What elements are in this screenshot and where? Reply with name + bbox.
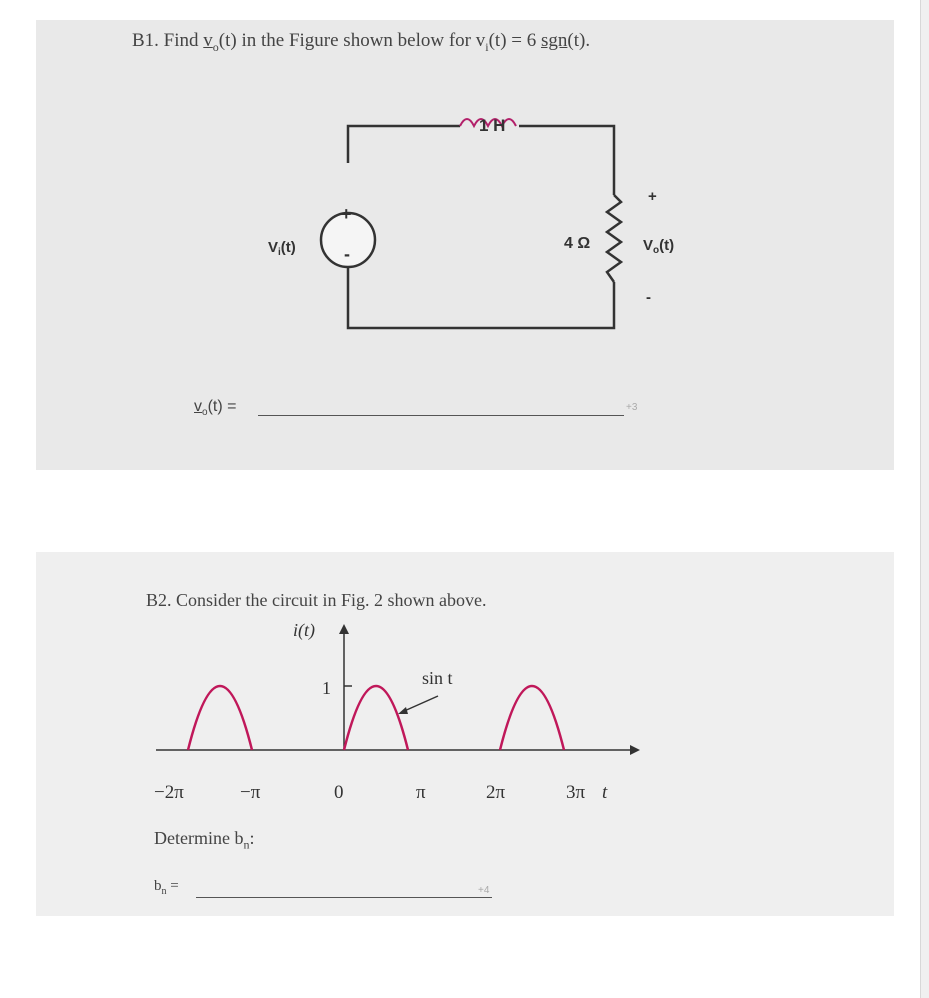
source-plus: + (341, 204, 352, 224)
resistor-symbol (607, 195, 621, 282)
sin-arrow (402, 696, 438, 712)
b2-determine-text: Determine $b_n$: (154, 828, 255, 852)
wire-left-top (348, 126, 460, 163)
b1-mark: +3 (626, 402, 638, 413)
wire-bottom (348, 267, 614, 328)
tick-3pi: 3π (566, 782, 586, 803)
tick-pi: π (416, 782, 426, 803)
tick-minus-pi: −π (240, 782, 261, 803)
circuit-diagram (36, 20, 894, 470)
sin-label: sin t (422, 668, 453, 688)
problem-b2-statement: B2. Consider the circuit in Fig. 2 shown above. (146, 590, 487, 610)
t-label: t (602, 782, 608, 803)
output-minus: - (646, 289, 651, 306)
scrollbar[interactable] (920, 0, 929, 998)
arch-minus-2pi (188, 686, 252, 750)
arch-2pi (500, 686, 564, 750)
b2-mark: +4 (478, 885, 490, 896)
t-axis-arrow (630, 745, 640, 755)
output-plus: + (648, 188, 657, 205)
problem-b2-card (36, 552, 894, 916)
tick-minus-2pi: −2π (154, 782, 184, 803)
problem-b1-statement: B1. Find $v_o(t)$ in the Figure shown below for $v_i(t) = 6$ sgn(t). (132, 30, 591, 54)
b1-answer-label: $v_o(t)$ = (194, 398, 237, 419)
plot-figure (36, 552, 894, 916)
arch-0 (344, 686, 408, 750)
problem-b1-card (36, 20, 894, 470)
sin-arrowhead (398, 707, 408, 714)
b2-answer-line[interactable] (196, 897, 492, 898)
vo-symbol: $v_o$ (203, 30, 219, 54)
source-minus: - (344, 244, 350, 264)
source-label: $V_i(t)$ (268, 239, 296, 258)
tick-0: 0 (334, 782, 344, 803)
inductor-label: 1 H (479, 116, 506, 135)
b2-answer-label: $b_n$ = (154, 878, 179, 897)
tick-2pi: 2π (486, 782, 506, 803)
y-label: i(t) (293, 620, 315, 640)
y-axis-arrow (339, 624, 349, 634)
resistor-label: 4 Ω (564, 235, 591, 252)
one-label: 1 (322, 678, 331, 698)
b1-answer-line[interactable] (258, 415, 624, 416)
output-label: $V_o(t)$ (643, 237, 675, 256)
wire-right-top (519, 126, 614, 195)
